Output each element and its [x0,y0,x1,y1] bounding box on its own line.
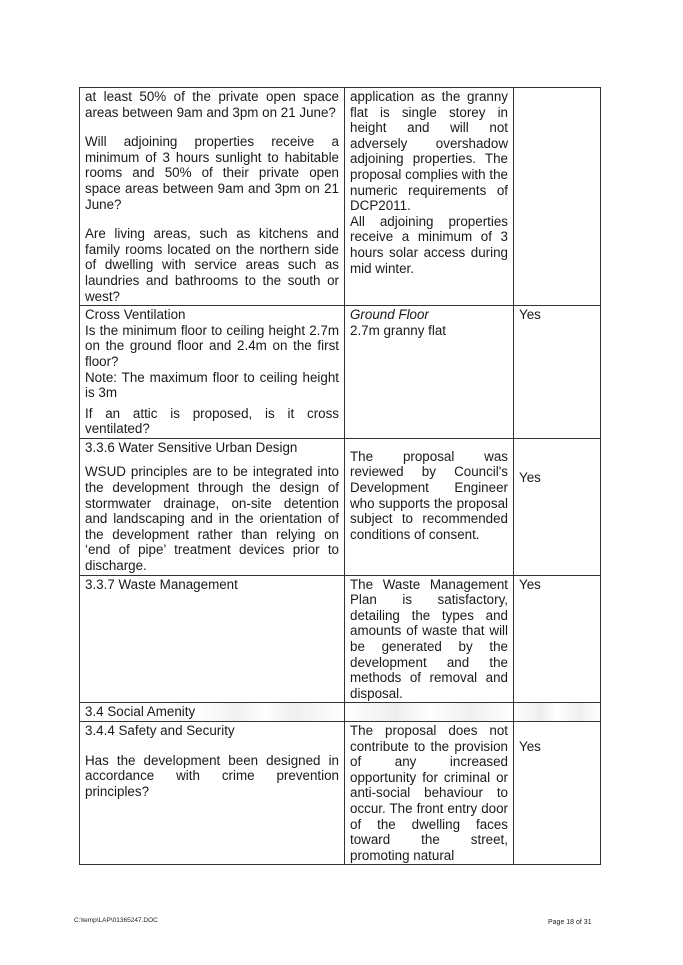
comment-cell [345,88,514,306]
comment-cell [345,721,514,864]
section-filler [345,703,514,722]
table-row [80,721,601,864]
table-row [80,306,601,439]
criteria-text: WSUD principles are to be integrated into the development through the design of stormwater drainage, on-site detention and landscaping and in the orientation of the development rather than relying on ‘end of pipe’ treatment devices prior to discharge. [85,464,339,574]
comment-cell [345,306,514,439]
criteria-text: at least 50% of the private open space areas between 9am and 3pm on 21 June? [85,89,339,120]
compliance-cell: Yes [514,306,601,439]
criteria-text: Note: The maximum floor to ceiling height is 3m [85,369,339,401]
table-row [80,88,601,306]
criteria-text: Has the development been designed in accordance with crime prevention principles? [85,752,339,799]
criteria-text: If an attic is proposed, is it cross ventilated? [85,405,339,437]
comment-text: 2.7m granny flat [350,322,447,338]
criteria-cell [80,88,345,306]
comment-text: The proposal was reviewed by Council's Development Engineer who supports the proposal subject to recommended conditions of consent. [350,448,508,542]
compliance-value: Yes [519,738,541,754]
comment-text: The Waste Management Plan is satisfactory, detailing the types and amounts of waste that will be generated by the development and the methods of removal and disposal. [350,576,508,701]
compliance-cell: Yes [514,575,601,703]
compliance-value: Yes [519,469,541,485]
comment-text: The proposal does not contribute to the provision of any increased opportunity for criminal or anti-social behaviour to occur. The front entry door of the dwelling faces toward the street, promoting natural [350,722,508,863]
comment-text: application as the granny flat is single storey in height and will not adversely overshadow adjoining properties. The proposal complies with the numeric requirements of DCP2011. [350,89,508,214]
footer-file-path: C:\temp\LAP\01365247.DOC [74,917,158,924]
section-filler [514,703,601,722]
comment-cell [345,438,514,575]
criteria-text: Are living areas, such as kitchens and family rooms located on the northern side of dwelling with service areas such as laundries and bathrooms to the south or west? [85,226,339,304]
criteria-cell [80,438,345,575]
criteria-cell [80,575,345,703]
criteria-heading: Cross Ventilation [85,307,186,323]
comment-text: All adjoining properties receive a minimum of 3 hours solar access during mid winter. [350,213,508,276]
criteria-heading: 3.4.4 Safety and Security [85,722,235,738]
criteria-text: Is the minimum floor to ceiling height 2.7m on the ground floor and 2.4m on the first floor? [85,322,339,369]
compliance-cell [514,88,601,306]
criteria-cell [80,306,345,439]
table-row [80,575,601,703]
section-heading: 3.4 Social Amenity [80,703,345,722]
criteria-cell [80,721,345,864]
compliance-cell [514,721,601,864]
comment-heading: Ground Floor [350,307,429,323]
criteria-text: Will adjoining properties receive a minimum of 3 hours sunlight to habitable rooms and 50% of their private open space areas between 9am and 3pm on 21 June? [85,134,339,212]
compliance-cell [514,438,601,575]
criteria-heading: 3.3.7 Waste Management [85,576,238,592]
assessment-table [79,87,601,865]
comment-cell [345,575,514,703]
footer-page-number: Page 18 of 31 [548,919,592,926]
criteria-heading: 3.3.6 Water Sensitive Urban Design [85,439,298,455]
table-row [80,438,601,575]
section-row [80,703,601,722]
